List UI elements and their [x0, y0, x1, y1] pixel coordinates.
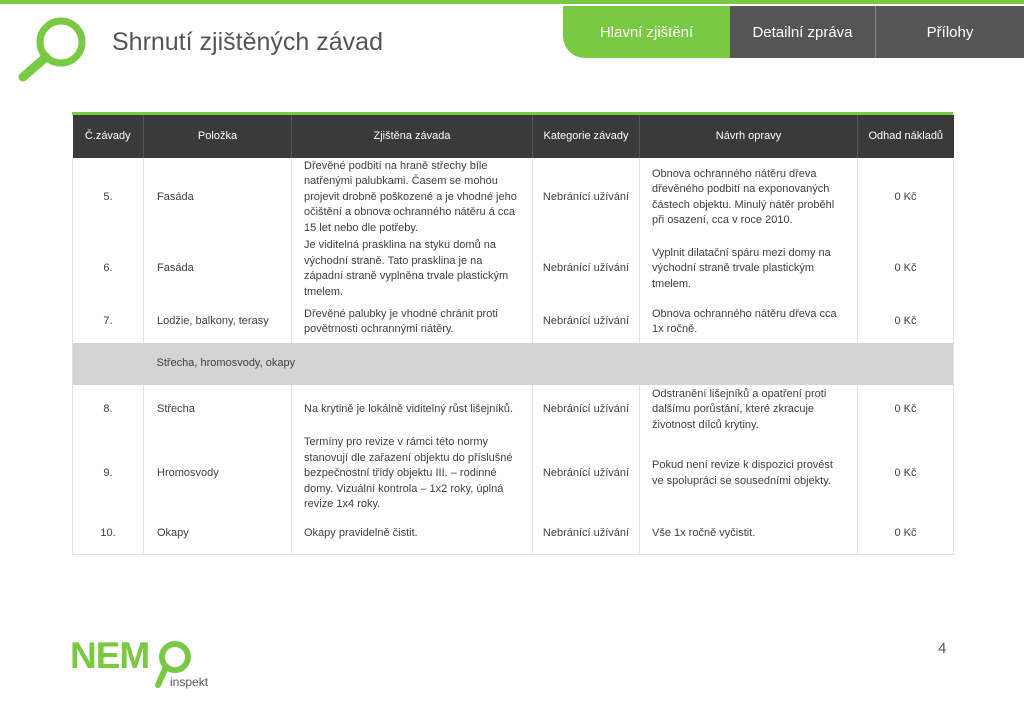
table-row — [73, 435, 954, 513]
table-row — [73, 513, 954, 555]
table-row — [73, 385, 954, 435]
cell-defect: Termíny pro revize v rámci této normy stanovují dle zařazení objektu do příslušné bezpečnostní třídy objektu III. – rodinné domy. Vizuální kontrola – 1x2 roky, úplná revize 1x4 roky. — [292, 435, 533, 513]
cell-item: Fasáda — [144, 158, 292, 237]
col-header-item: Položka — [144, 115, 292, 158]
cell-number: 7. — [73, 301, 144, 343]
logo-wordmark: NEM — [70, 635, 150, 676]
cell-category: Nebránící užívání — [533, 237, 640, 301]
cell-item: Hromosvody — [144, 435, 292, 513]
col-header-repair: Návrh opravy — [640, 115, 858, 158]
cell-repair: Obnova ochranného nátěru dřeva dřevěného podbití na exponovaných částech objektu. Minulý nátěr proběhl při osazení, cca v roce 2010. — [640, 158, 858, 237]
tab-bar — [563, 6, 1024, 58]
cell-defect: Je viditelná prasklina na styku domů na východní straně. Tato prasklina je na západní straně vyplněna trvale plastickým tmelem. — [292, 237, 533, 301]
page-title: Shrnutí zjištěných závad — [112, 28, 383, 56]
cell-defect: Dřevěné podbití na hraně střechy bíle natřenými palubkami. Časem se mohou projevit drobně poškozené a je vhodné jeho očištění a obnova ochranného nátěru á cca 15 let nebo dle potřeby. — [292, 158, 533, 237]
cell-category: Nebránící užívání — [533, 435, 640, 513]
col-header-cost: Odhad nákladů — [858, 115, 954, 158]
tab-attachments[interactable]: Přílohy — [876, 6, 1024, 58]
section-label: Střecha, hromosvody, okapy — [144, 343, 954, 385]
cell-item: Lodžie, balkony, terasy — [144, 301, 292, 343]
cell-item: Okapy — [144, 513, 292, 555]
table-header-row — [73, 115, 954, 158]
tab-main-findings[interactable]: Hlavní zjištění — [563, 6, 730, 58]
table-section-row — [73, 343, 954, 385]
cell-defect: Dřevěné palubky je vhodné chránit proti povětrnosti ochrannými nátěry. — [292, 301, 533, 343]
page-number: 4 — [938, 640, 947, 657]
cell-defect: Na krytině je lokálně viditelný růst lišejníků. — [292, 385, 533, 435]
cell-item: Fasáda — [144, 237, 292, 301]
cell-category: Nebránící užívání — [533, 385, 640, 435]
cell-cost: 0 Kč — [894, 315, 917, 328]
cell-repair: Vyplnit dilatační spáru mezi domy na východní straně trvale plastickým tmelem. — [640, 237, 858, 301]
cell-item: Střecha — [144, 385, 292, 435]
cell-cost: 0 Kč — [894, 403, 917, 416]
cell-repair: Odstranění lišejníků a opatření proti dalšímu porůstání, které zkracuje životnost dílců krytiny. — [640, 385, 858, 435]
logo-subtitle: inspekt — [170, 675, 209, 689]
cell-category: Nebránící užívání — [533, 513, 640, 555]
col-header-defect: Zjištěna závada — [292, 115, 533, 158]
cell-cost: 0 Kč — [894, 467, 917, 479]
defects-table — [72, 112, 953, 555]
tab-detailed-report[interactable]: Detailní zpráva — [730, 6, 876, 58]
table-row — [73, 237, 954, 301]
cell-repair: Obnova ochranného nátěru dřeva cca 1x ročně. — [640, 301, 858, 343]
section-spacer — [73, 343, 144, 385]
table-row — [73, 158, 954, 237]
cell-category: Nebránící užívání — [533, 158, 640, 237]
cell-number: 9. — [73, 435, 144, 513]
cell-number: 10. — [73, 513, 144, 555]
cell-cost: 0 Kč — [894, 262, 917, 275]
cell-repair: Pokud není revize k dispozici provést ve spolupráci se sousedními objekty. — [640, 435, 858, 513]
top-accent-line — [0, 0, 1024, 4]
col-header-number: Č.závady — [73, 115, 144, 158]
cell-number: 5. — [73, 158, 144, 237]
cell-repair: Vše 1x ročně vyčistit. — [640, 513, 858, 555]
col-header-category: Kategorie závady — [533, 115, 640, 158]
cell-cost: 0 Kč — [894, 526, 917, 539]
cell-number: 8. — [73, 385, 144, 435]
cell-category: Nebránící užívání — [533, 301, 640, 343]
cell-defect: Okapy pravidelně čistit. — [292, 513, 533, 555]
cell-cost: 0 Kč — [894, 190, 917, 203]
cell-number: 6. — [73, 237, 144, 301]
table-row — [73, 301, 954, 343]
magnifier-icon — [14, 12, 90, 84]
nemo-inspekt-logo — [70, 636, 220, 696]
